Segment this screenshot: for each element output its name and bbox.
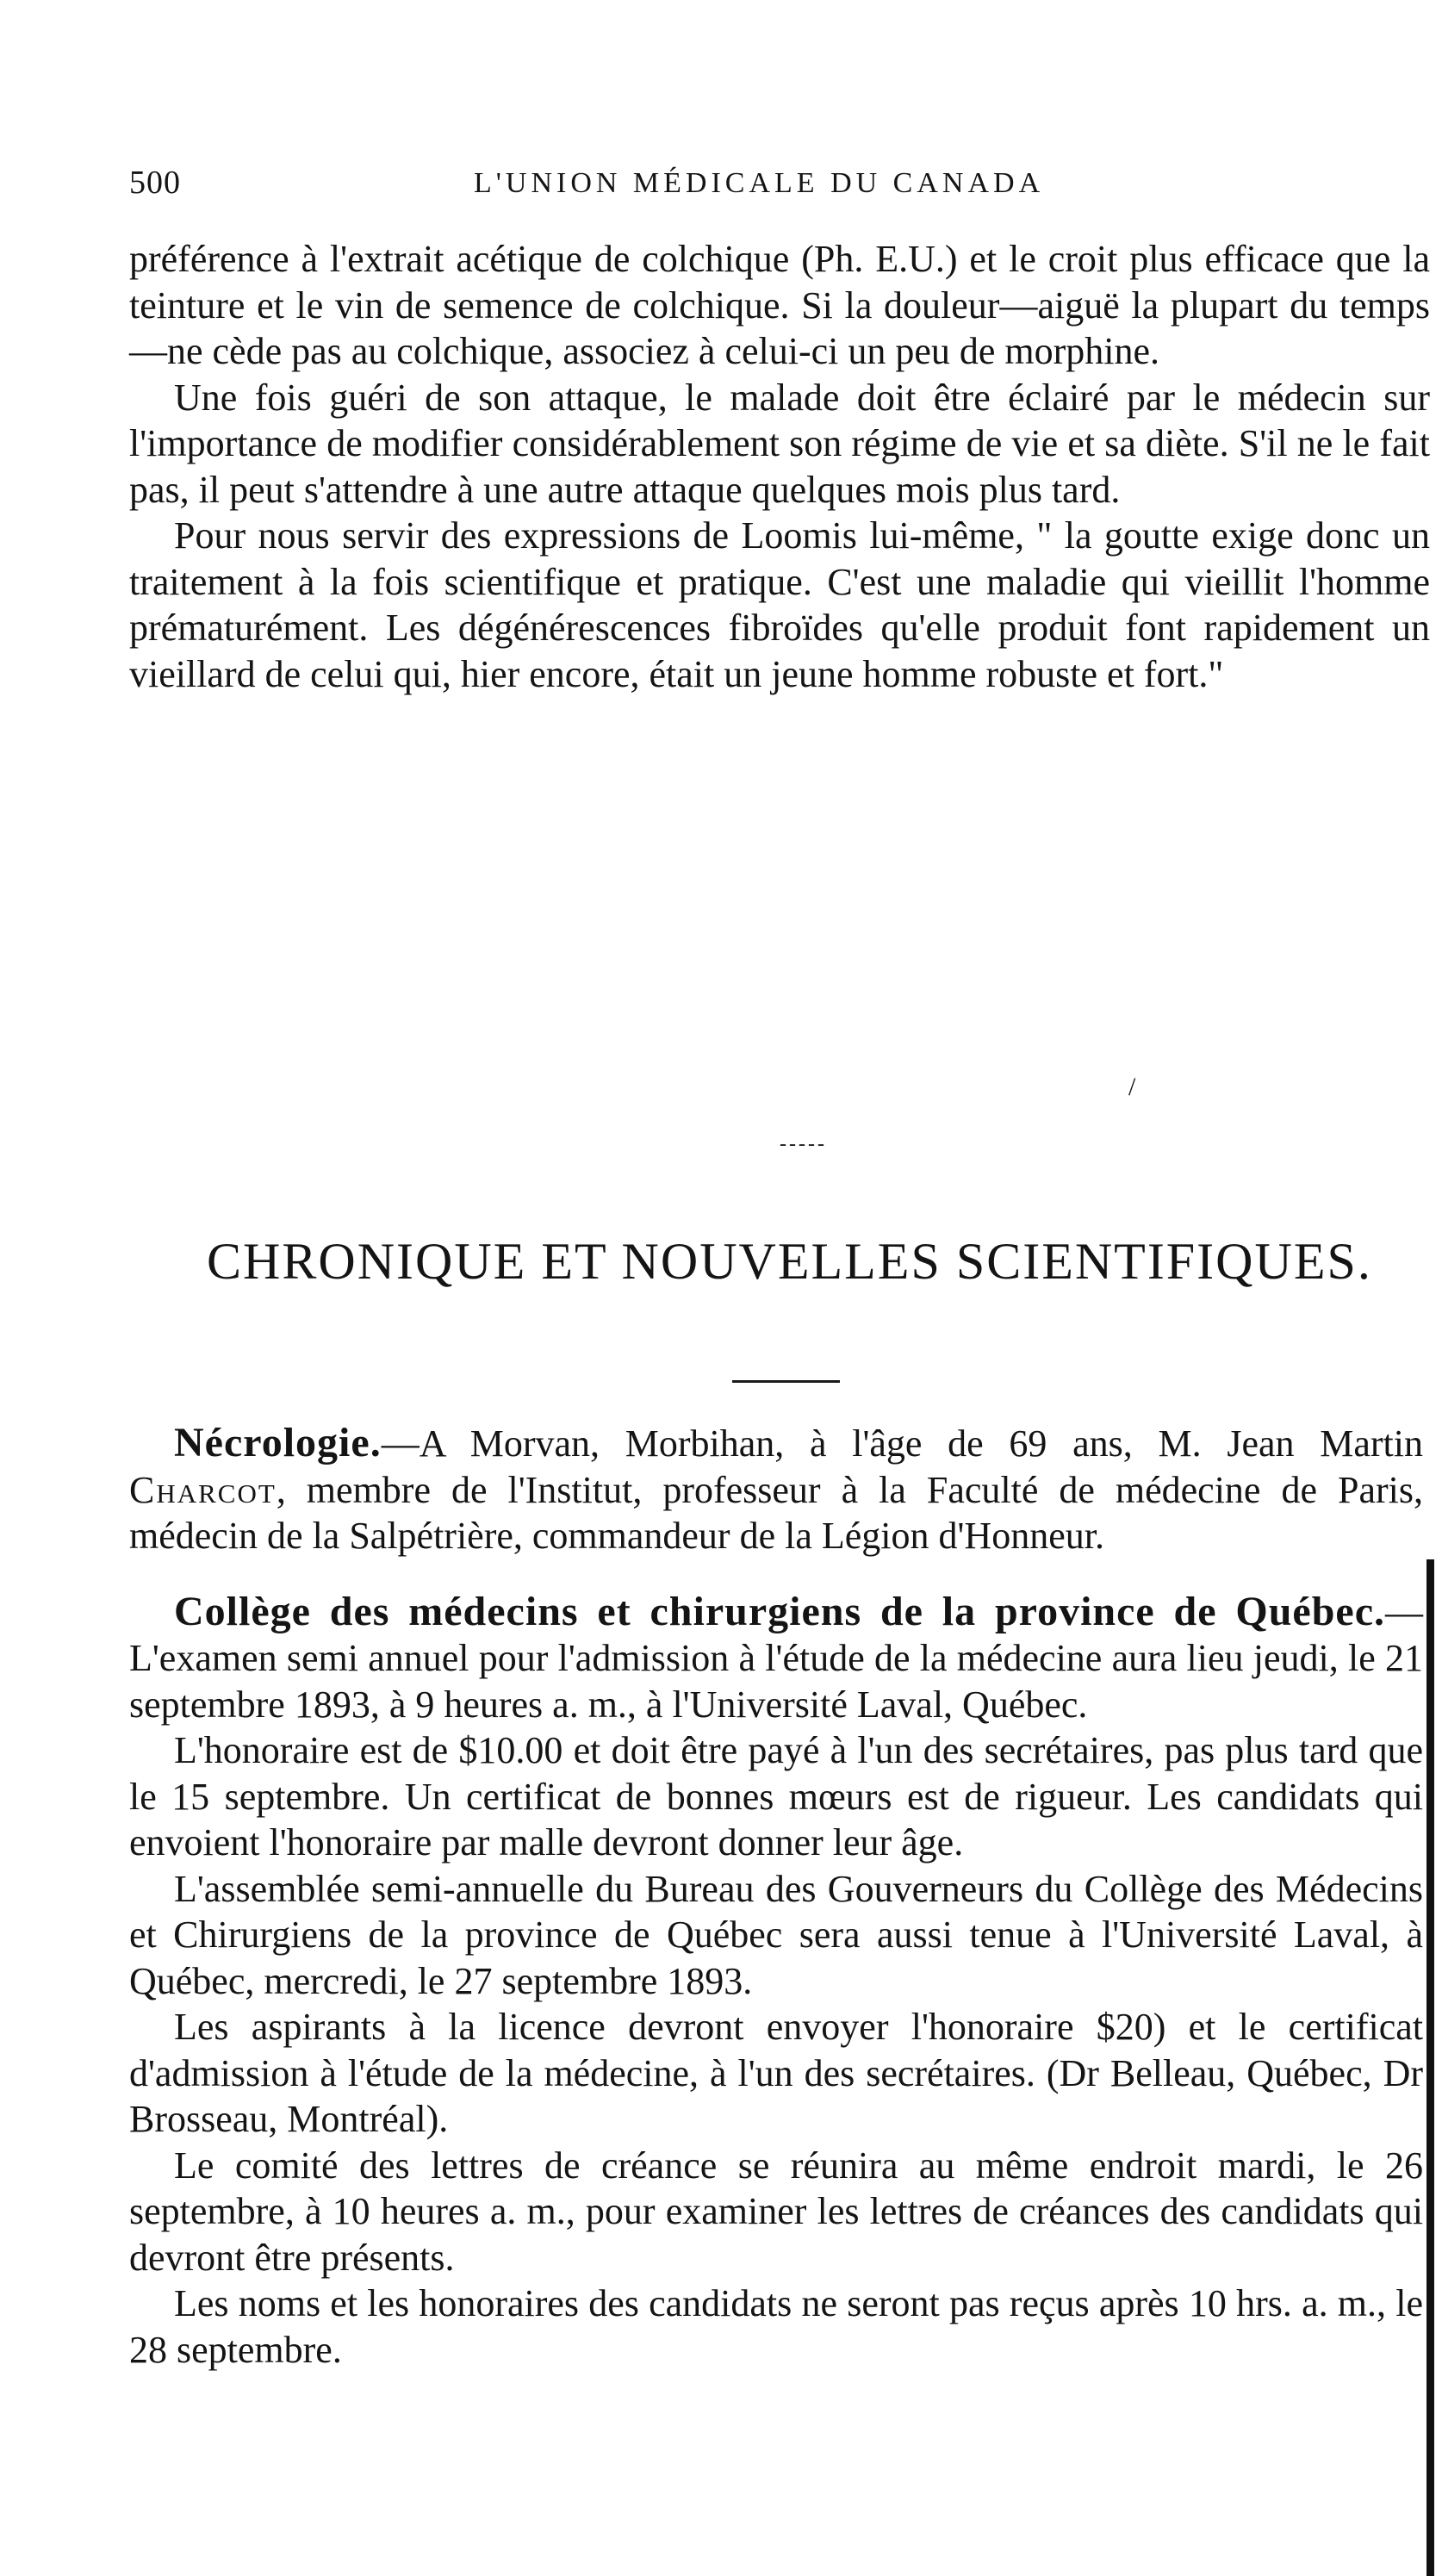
- college-first-paragraph: [129, 1589, 1423, 1728]
- college-first-text: —L'examen semi annuel pour l'admission à l'étude de la médecine aura lieu jeudi, le 21 septembre 1893, à 9 heures a. m., à l'Université Laval, Québec.: [129, 1590, 1423, 1726]
- college-paragraph: Les aspirants à la licence devront envoyer l'honoraire $20) et le certificat d'admission à l'étude de la médecine, à l'un des secrétaires. (Dr Belleau, Québec, Dr Brosseau, Montréal).: [129, 2006, 1423, 2140]
- college-item: [129, 1589, 1423, 2374]
- college-paragraph: L'honoraire est de $10.00 et doit être payé à l'un des secrétaires, pas plus tard que le 15 septembre. Un certificat de bonnes mœurs est de rigueur. Les candidats qui envoient l'honoraire par malle devront donner leur âge.: [129, 1729, 1423, 1864]
- charcot-name: Charcot: [129, 1468, 277, 1511]
- document-page: [129, 164, 1430, 2371]
- college-paragraph: Le comité des lettres de créance se réunira au même endroit mardi, le 26 septembre, à 10 heures a. m., pour examiner les lettres de créances des candidats qui devront être présents.: [129, 2144, 1423, 2279]
- article-end: [129, 236, 1430, 697]
- necrologie-item: [129, 1420, 1423, 1559]
- article-paragraph: Une fois guéri de son attaque, le malade doit être éclairé par le médecin sur l'importance de modifier considérablement son régime de vie et sa diète. S'il ne le fait pas, il peut s'attendre à une autre attaque quelques mois plus tard.: [129, 376, 1430, 511]
- necrologie-text-after: , membre de l'Institut, professeur à la Faculté de médecine de Paris, médecin de la Salpétrière, commandeur de la Légion d'Honneur.: [129, 1468, 1423, 1557]
- page-header: [129, 164, 1430, 215]
- article-paragraph: Pour nous servir des expressions de Loomis lui-même, " la goutte exige donc un traitement à la fois scientifique et pratique. C'est une maladie qui vieillit l'homme prématurément. Les dégénérescences fibroïdes qu'elle produit font rapidement un vieillard de celui qui, hier encore, était un jeune homme robuste et fort.": [129, 514, 1430, 695]
- college-lead: Collège des médecins et chirurgiens de la province de Québec.: [174, 1588, 1385, 1634]
- college-paragraph: L'assemblée semi-annuelle du Bureau des Gouverneurs du Collège des Médecins et Chirurgiens de la province de Québec sera aussi tenue à l'Université Laval, à Québec, mercredi, le 27 septembre 1893.: [129, 1867, 1423, 2002]
- section-rule: [732, 1380, 840, 1383]
- running-head: L'UNION MÉDICALE DU CANADA: [474, 167, 1045, 199]
- college-paragraph: Les noms et les honoraires des candidats ne seront pas reçus après 10 hrs. a. m., le 28 septembre.: [129, 2282, 1423, 2371]
- margin-bar: [1426, 1559, 1434, 2576]
- necrologie-lead: Nécrologie.: [174, 1420, 382, 1465]
- article-paragraph: préférence à l'extrait acétique de colchique (Ph. E.U.) et le croit plus efficace que la teinture et le vin de semence de colchique. Si la douleur—aiguë la plupart du temps—ne cède pas au colchique, associez à celui-ci un peu de morphine.: [129, 238, 1430, 372]
- necrologie-text-before: —A Morvan, Morbihan, à l'âge de 69 ans, M. Jean Martin: [381, 1422, 1423, 1465]
- section-body: [129, 1420, 1423, 2373]
- dash-separator: -----: [780, 1133, 827, 1155]
- section-title: CHRONIQUE ET NOUVELLES SCIENTIFIQUES.: [207, 1233, 1372, 1290]
- stray-mark: /: [1128, 1073, 1136, 1101]
- page-number: 500: [129, 165, 181, 201]
